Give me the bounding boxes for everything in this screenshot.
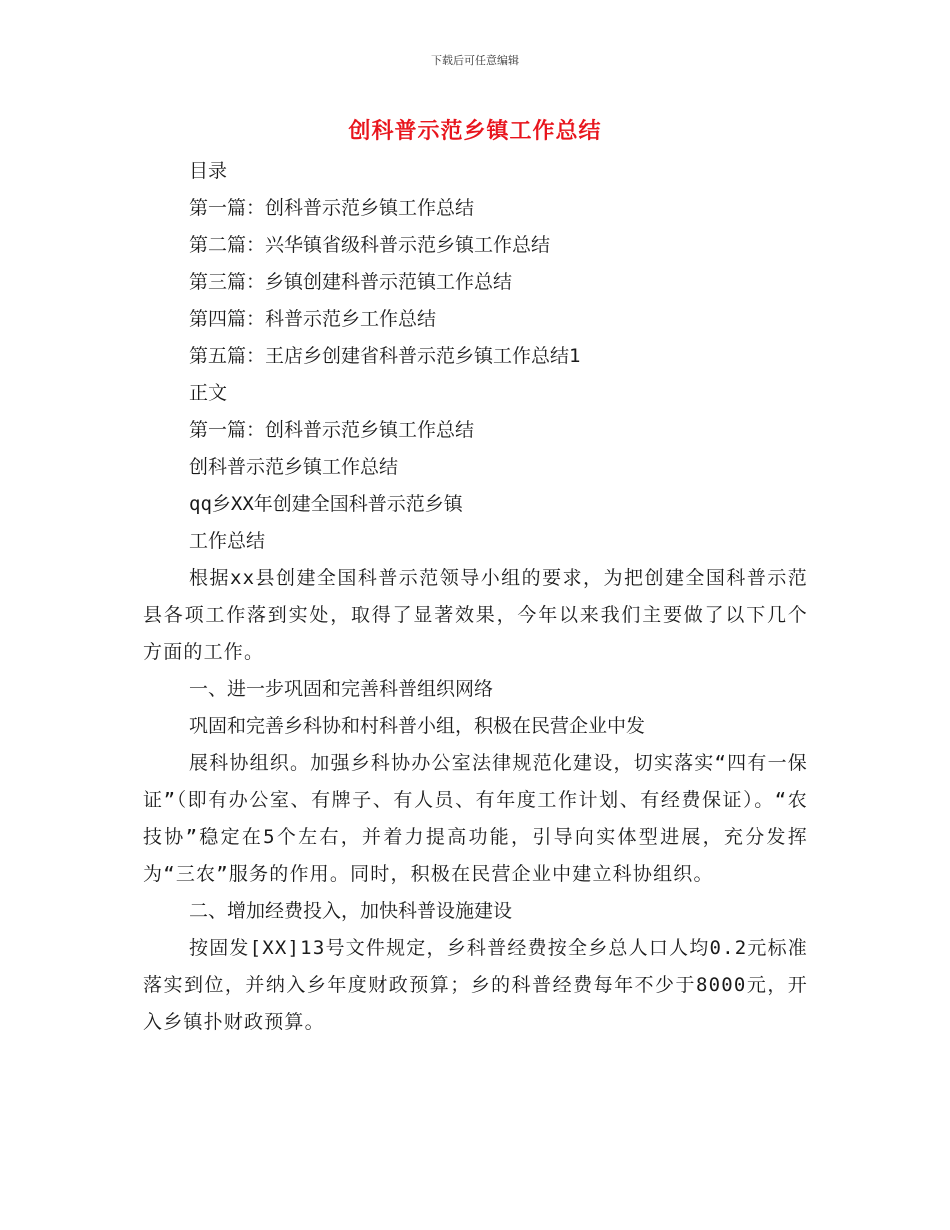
section-heading: 一、进一步巩固和完善科普组织网络 <box>189 678 494 700</box>
page-header-note: 下载后可任意编辑 <box>431 54 519 67</box>
toc-item: 第四篇：科普示范乡工作总结 <box>189 308 437 330</box>
section-paragraph: 展科协组织。加强乡科协办公室法律规范化建设，切实落实“四有一保证”（即有办公室、有牌子、有人员、有年度工作计划、有经费保证）。“农技协”稳定在5个左右，并着力提高功能，引导向实体型进展，充分发挥为“三农”服务的作用。同时，积极在民营企业中建立科协组织。 <box>143 752 808 885</box>
toc-heading: 目录 <box>189 160 228 182</box>
toc-item: 第二篇：兴华镇省级科普示范乡镇工作总结 <box>189 234 551 256</box>
intro-paragraph: 根据xx县创建全国科普示范领导小组的要求，为把创建全国科普示范县各项工作落到实处，取得了显著效果，今年以来我们主要做了以下几个方面的工作。 <box>143 567 808 663</box>
part-heading: 第一篇：创科普示范乡镇工作总结 <box>189 419 475 441</box>
document-title: 创科普示范乡镇工作总结 <box>348 119 602 144</box>
section-line: 巩固和完善乡科协和村科普小组，积极在民营企业中发 <box>189 715 646 737</box>
section-paragraph: 按固发[XX]13号文件规定，乡科普经费按全乡总人口人均0.2元标准落实到位，并纳入乡年度财政预算；乡的科普经费每年不少于8000元，开入乡镇扑财政预算。 <box>143 937 808 1033</box>
section-heading: 二、增加经费投入，加快科普设施建设 <box>189 900 513 922</box>
toc-item: 第五篇：王店乡创建省科普示范乡镇工作总结1 <box>189 345 581 367</box>
toc-item: 第三篇：乡镇创建科普示范镇工作总结 <box>189 271 513 293</box>
document-body <box>143 153 808 1041</box>
subtitle-line: 创科普示范乡镇工作总结 <box>189 456 399 478</box>
subtitle-line: qq乡XX年创建全国科普示范乡镇 <box>189 493 463 515</box>
toc-item: 第一篇：创科普示范乡镇工作总结 <box>189 197 475 219</box>
body-heading: 正文 <box>189 382 228 404</box>
subtitle-line: 工作总结 <box>189 530 266 552</box>
